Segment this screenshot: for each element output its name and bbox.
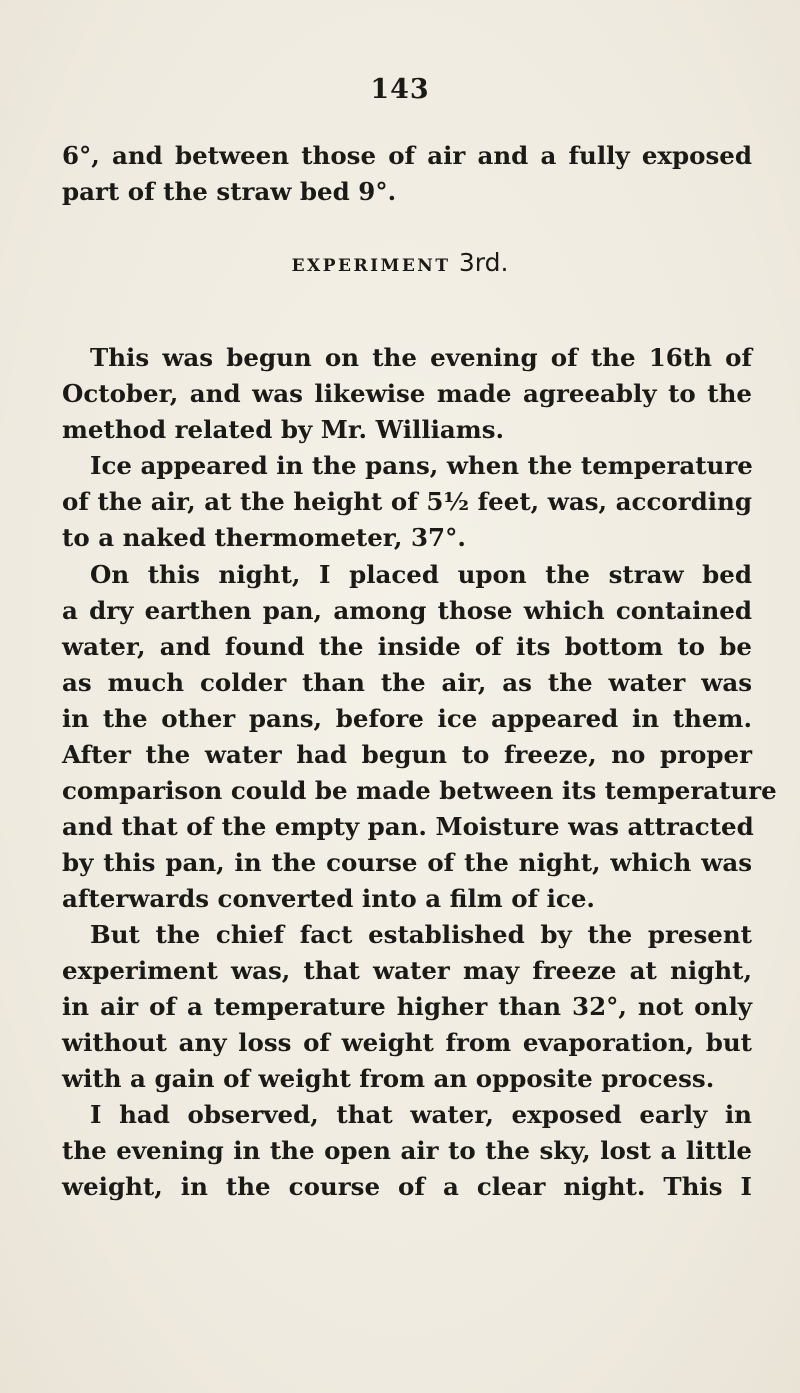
text-line: After the water had begun to freeze, no proper bbox=[62, 740, 752, 769]
text-line: and that of the empty pan. Moisture was attracted bbox=[62, 812, 754, 841]
text-line: afterwards converted into a film of ice. bbox=[62, 884, 595, 913]
section-heading bbox=[0, 245, 800, 284]
text-line: a dry earthen pan, among those which contained bbox=[62, 596, 752, 625]
text-line: part of the straw bed 9°. bbox=[62, 177, 397, 206]
text-line: with a gain of weight from an opposite process. bbox=[62, 1064, 715, 1093]
text-line: This was begun on the evening of the 16th of bbox=[90, 343, 752, 372]
text-line: comparison could be made between its temperature bbox=[62, 776, 777, 805]
text-line: without any loss of weight from evaporation, but bbox=[62, 1028, 752, 1057]
text-line: to a naked thermometer, 37°. bbox=[62, 523, 466, 552]
page-number: 143 bbox=[370, 74, 430, 105]
heading-label: EXPERIMENT bbox=[291, 256, 451, 276]
text-line: of the air, at the height of 5½ feet, was, according bbox=[62, 487, 752, 516]
text-line: weight, in the course of a clear night. This I bbox=[62, 1172, 752, 1201]
text-line: as much colder than the air, as the water was bbox=[62, 668, 752, 697]
text-line: in air of a temperature higher than 32°, not only bbox=[62, 992, 752, 1021]
text-line: I had observed, that water, exposed early in bbox=[90, 1100, 752, 1129]
heading-ordinal: 3rd. bbox=[458, 248, 509, 277]
text-line: method related by Mr. Williams. bbox=[62, 415, 505, 444]
text-line: experiment was, that water may freeze at night, bbox=[62, 956, 752, 985]
text-line: water, and found the inside of its bottom to be bbox=[62, 632, 752, 661]
text-line: 6°, and between those of air and a fully exposed bbox=[62, 141, 752, 170]
text-line: October, and was likewise made agreeably to the bbox=[62, 379, 752, 408]
text-line: Ice appeared in the pans, when the temperature bbox=[90, 451, 753, 480]
text-line: But the chief fact established by the present bbox=[90, 920, 752, 949]
text-line: in the other pans, before ice appeared in them. bbox=[62, 704, 752, 733]
text-line: by this pan, in the course of the night, which was bbox=[62, 848, 752, 877]
text-line: On this night, I placed upon the straw bed bbox=[90, 560, 752, 589]
text-line: the evening in the open air to the sky, lost a little bbox=[62, 1136, 752, 1165]
